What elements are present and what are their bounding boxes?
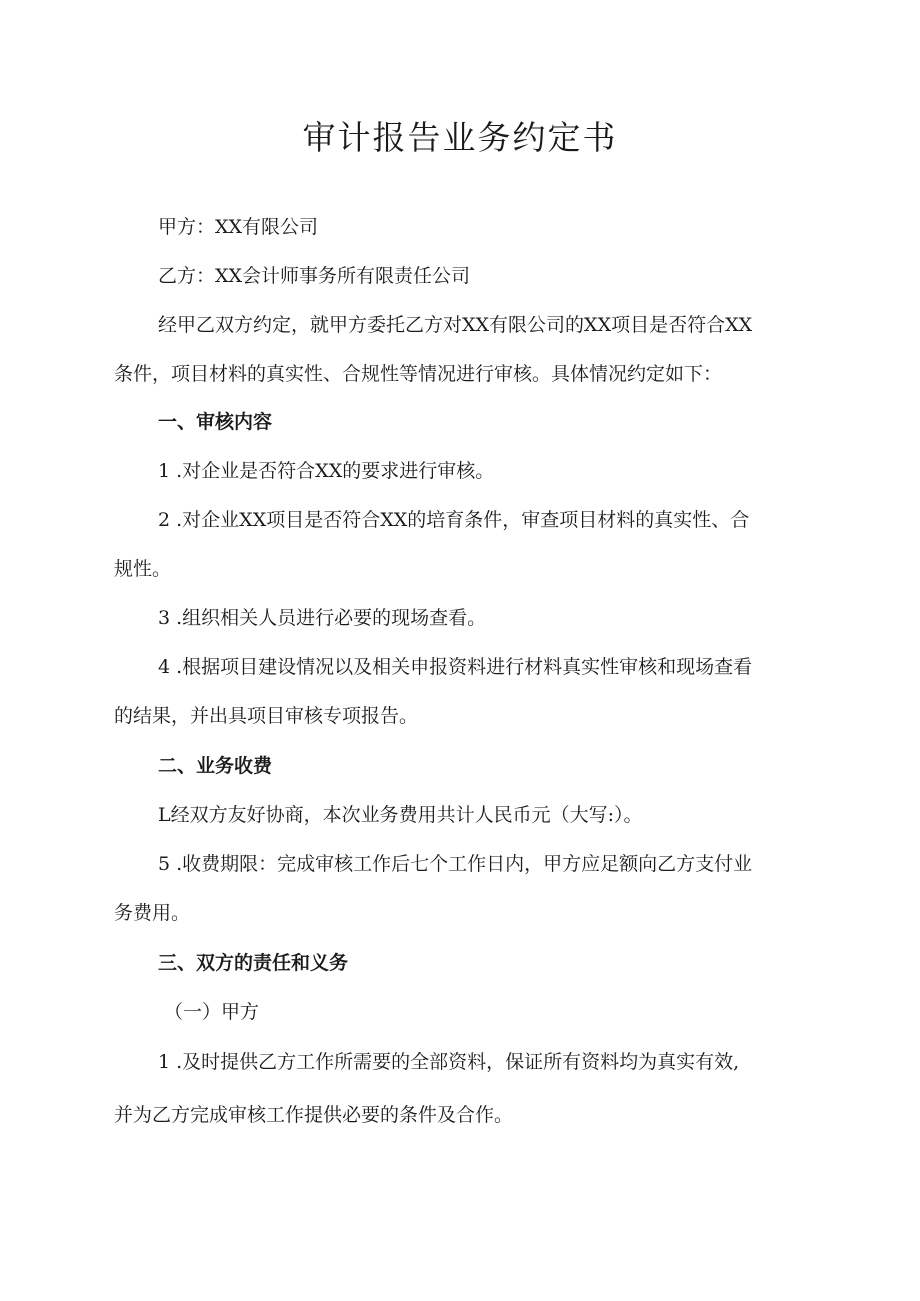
party-a-item-1-line-1: 1 .及时提供乙方工作所需要的全部资料，保证所有资料均为真实有效, bbox=[158, 1051, 740, 1073]
party-b: 乙方：XX会计师事务所有限责任公司 bbox=[158, 265, 471, 287]
audit-item-3: 3 .组织相关人员进行必要的现场查看。 bbox=[158, 607, 487, 629]
audit-item-1: 1 .对企业是否符合XX的要求进行审核。 bbox=[158, 460, 495, 482]
fee-item-2-line-1: 5 .收费期限：完成审核工作后七个工作日内，甲方应足额向乙方支付业 bbox=[158, 853, 753, 875]
party-a: 甲方：XX有限公司 bbox=[158, 216, 319, 238]
section-heading-responsibilities: 三、双方的责任和义务 bbox=[158, 952, 349, 974]
audit-item-2-line-2: 规性。 bbox=[114, 558, 172, 580]
fee-item-2-line-2: 务费用。 bbox=[114, 902, 191, 924]
subheading-party-a: （一）甲方 bbox=[164, 1001, 260, 1023]
section-heading-fees: 二、业务收费 bbox=[158, 755, 273, 777]
intro-paragraph-line-2: 条件，项目材料的真实性、合规性等情况进行审核。具体情况约定如下： bbox=[114, 363, 723, 385]
party-a-item-1-line-2: 并为乙方完成审核工作提供必要的条件及合作。 bbox=[114, 1104, 514, 1126]
intro-paragraph-line-1: 经甲乙双方约定，就甲方委托乙方对XX有限公司的XX项目是否符合XX bbox=[158, 314, 753, 336]
audit-item-2-line-1: 2 .对企业XX项目是否符合XX的培育条件，审查项目材料的真实性、合 bbox=[158, 509, 750, 531]
audit-item-4-line-1: 4 .根据项目建设情况以及相关申报资料进行材料真实性审核和现场查看 bbox=[158, 656, 753, 678]
fee-item-1: L经双方友好协商，本次业务费用共计人民币元（大写:）。 bbox=[158, 804, 643, 826]
section-heading-audit-content: 一、审核内容 bbox=[158, 411, 273, 433]
document-title: 审计报告业务约定书 bbox=[302, 118, 618, 157]
audit-item-4-line-2: 的结果，并出具项目审核专项报告。 bbox=[114, 705, 419, 727]
